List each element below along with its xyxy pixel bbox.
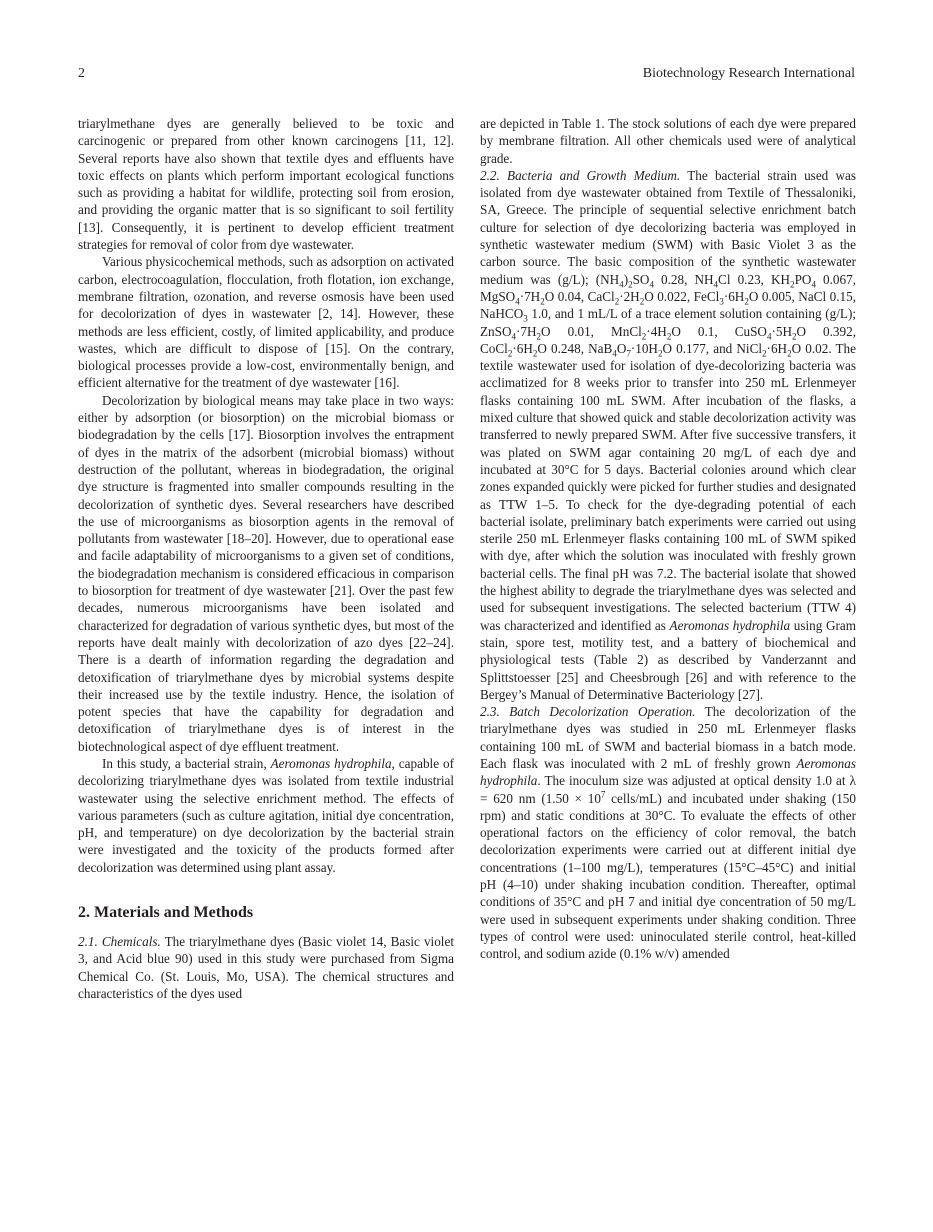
paragraph: 2.2. Bacteria and Growth Medium. The bacterial strain used was isolated from dye wastewater obtained from Textile of Thessaloniki, SA, Greece. The principle of sequential selective enrichment batch culture for selection of dye decolorizing bacteria was employed in synthetic wastewater medium (SWM) with Basic Violet 3 as the carbon source. The basic composition of the synthetic wastewater medium was (g/L); $(NH_4)_2SO_4$ 0.28, $NH_4Cl$ 0.23, $KH_2PO_4$ 0.067, $MgSO_4\cdot 7H_2O$ 0.04, $CaCl_2\cdot 2H_2O$ 0.022, $FeCl_3\cdot 6H_2O$ 0.005, NaCl 0.15, NaHCO$_3$ 1.0, and 1 mL/L of a trace element solution containing (g/L); $ZnSO_4\cdot 7H_2O$ 0.01, $MnCl_2\cdot 4H_2O$ 0.1, $CuSO_4\cdot 5H_2O$ 0.392, $CoCl_2\cdot 6H_2O$ 0.248, $NaB_4O_7\cdot 10H_2O$ 0.177, and $NiCl_2\cdot 6H_2O$ 0.02. The textile wastewater used for isolation of dye-decolorizing bacteria was acclimatized for 8 weeks prior to transfer into 250 mL Erlenmeyer flasks containing 100 mL SWM. After incubation of the flasks, a mixed culture that showed quick and stable decolorization activity was transferred to newly prepared SWM. After five successive transfers, it was plated on SWM agar containing 20 mg/L of each dye and incubated at 30°C for 5 days. Bacterial colonies around which clear zones expanded quickly were picked for further studies and designated as TTW 1–5. To check for the dye-degrading potential of each bacterial isolate, preliminary batch experiments were carried out using sterile 250 mL Erlenmeyer flasks containing 100 mL of SWM spiked with dye, after which the solution was inoculated with freshly grown bacterial cells. The final pH was 7.2. The bacterial isolate that showed the highest ability to degrade the triarylmethane dyes was selected and used for subsequent investigations. The selected bacterium (TTW 4) was characterized and identified as Aeromonas hydrophila using Gram stain, spore test, motility test, and a battery of biochemical and physiological tests (Table 2) as described by Vanderzannt and Splittstoesser [25] and Cheesbrough [26] and with reference to the Bergey’s Manual of Determinative Bacteriology [27]. xyxy=(480,167,857,702)
paragraph: triarylmethane dyes are generally believed to be toxic and carcinogenic or prepared from other known carcinogens [11, 12]. Several reports have also shown that textile dyes and effluents have toxic effects on plants which perform important ecological functions such as providing a habitat for wildlife, protecting soil from erosion, and providing the organic matter that is so significant to soil fertility [13]. Consequently, it is pertinent to develop efficient treatment strategies for removal of color from dye wastewater. xyxy=(78,116,454,253)
section-heading: 2. Materials and Methods xyxy=(78,904,254,922)
paragraph: Decolorization by biological means may take place in two ways: either by adsorption (or biosorption) on the microbial biomass or biodegradation by the cells [17]. Biosorption involves the entrapment of dyes in the matrix of the adsorbent (microbial biomass) without destruction of the pollutant, whereas in biodegradation, the original dye structure is fragmented into smaller compounds resulting in the decolorization of synthetic dyes. Several researchers have described the use of microorganisms as biosorption agents in the removal of pollutants from wastewater [18–20]. However, due to operational ease and facile adaptability of microorganisms to a given set of conditions, the biodegradation mechanism is considered efficacious in comparison to biosorption for treatment of dye wastewater [21]. Over the past few decades, numerous microorganisms have been isolated and characterized for degradation of various synthetic dyes, but most of the reports have dealt mainly with decolorization of azo dyes [22–24]. There is a dearth of information regarding the degradation and detoxification of triarylmethane dyes by microbial systems despite their increased use by the textile industry. Hence, the isolation of potent species that have the capability for degradation and detoxification of triarylmethane dyes is of interest in the biotechnological aspect of dye effluent treatment. xyxy=(78,392,454,754)
right-column xyxy=(480,115,856,963)
left-column xyxy=(78,115,454,1002)
species-name: Aeromonas hydrophila xyxy=(669,617,791,633)
paragraph: In this study, a bacterial strain, Aeromonas hydrophila, capable of decolorizing triarylmethane dyes was isolated from textile industrial wastewater using the selective enrichment method. The effects of various parameters (such as culture agitation, initial dye concentration, pH, and temperature) on dye decolorization by the bacterial strain were investigated and the toxicity of the products formed after decolorization was determined using plant assay. xyxy=(78,755,454,875)
subsection-title: 2.1. Chemicals. xyxy=(78,934,161,950)
running-header xyxy=(78,66,855,86)
paragraph: 2.3. Batch Decolorization Operation. The decolorization of the triarylmethane dyes was studied in 250 mL Erlenmeyer flasks containing 100 mL of SWM and bacterial biomass in a batch mode. Each flask was inoculated with 2 mL of freshly grown Aeromonas hydrophila. The inoculum size was adjusted at optical density 1.0 at λ = 620 nm ($1.50 \times 10^7$ cells/mL) and incubated under shaking (150 rpm) and static conditions at 30°C. To evaluate the effects of other operational factors on the efficiency of color removal, the batch decolorization experiments were carried out at different initial dye concentrations (1–100 mg/L), temperatures (15°C–45°C) and initial pH (4–10) under shaking incubation condition. Thereafter, optimal conditions of 35°C and pH 7 and initial dye concentration of 50 mg/L were used in subsequent experiments under shaking condition. Three types of control were used: uninoculated sterile control, heat-killed control, and sodium azide (0.1% w/v) amended xyxy=(480,704,856,962)
subsection-title: 2.3. Batch Decolorization Operation. xyxy=(480,704,696,720)
species-name: Aeromonas hydrophila xyxy=(480,755,856,789)
species-name: Aeromonas hydrophila xyxy=(270,755,392,771)
subsection-title: 2.2. Bacteria and Growth Medium. xyxy=(480,167,681,183)
medium-composition: $(NH_4)_2SO_4$ 0.28, $NH_4Cl$ 0.23, $KH_2PO_4$ 0.067, $MgSO_4\cdot 7H_2O$ 0.04, $CaCl_2\cdot 2H_2O$ 0.022, $FeCl_3\cdot 6H_2O$ 0.005, NaCl 0.15, NaHCO$_3$ 1.0, and 1 mL/L of a trace element solution containing (g/L); $ZnSO_4\cdot 7H_2O$ 0.01, $MnCl_2\cdot 4H_2O$ 0.1, $CuSO_4\cdot 5H_2O$ 0.392, $CoCl_2\cdot 6H_2O$ 0.248, $NaB_4O_7\cdot 10H_2O$ 0.177, and $NiCl_2\cdot 6H_2O$ 0.02 xyxy=(480,271,856,359)
paragraph: Various physicochemical methods, such as adsorption on activated carbon, electrocoagulation, flocculation, froth flotation, ion exchange, membrane filtration, ozonation, and reverse osmosis have been used for decolorization of dyes in wastewater [2, 14]. However, these methods are less efficient, costly, of limited applicability, and produce wastes, which are difficult to dispose of [15]. On the contrary, biological processes provide a low-cost, environmentally benign, and efficient alternative for the treatment of dye wastewater [16]. xyxy=(78,254,454,391)
paragraph: are depicted in Table 1. The stock solutions of each dye were prepared by membrane filtration. All other chemicals used were of analytical grade. xyxy=(480,116,856,166)
journal-title: Biotechnology Research International xyxy=(642,66,855,81)
page-number: 2 xyxy=(78,66,85,81)
paragraph: 2.1. Chemicals. The triarylmethane dyes (Basic violet 14, Basic violet 3, and Acid blue 90) used in this study were purchased from Sigma Chemical Co. (St. Louis, Mo, USA). The chemical structures and characteristics of the dyes used xyxy=(78,934,454,1001)
